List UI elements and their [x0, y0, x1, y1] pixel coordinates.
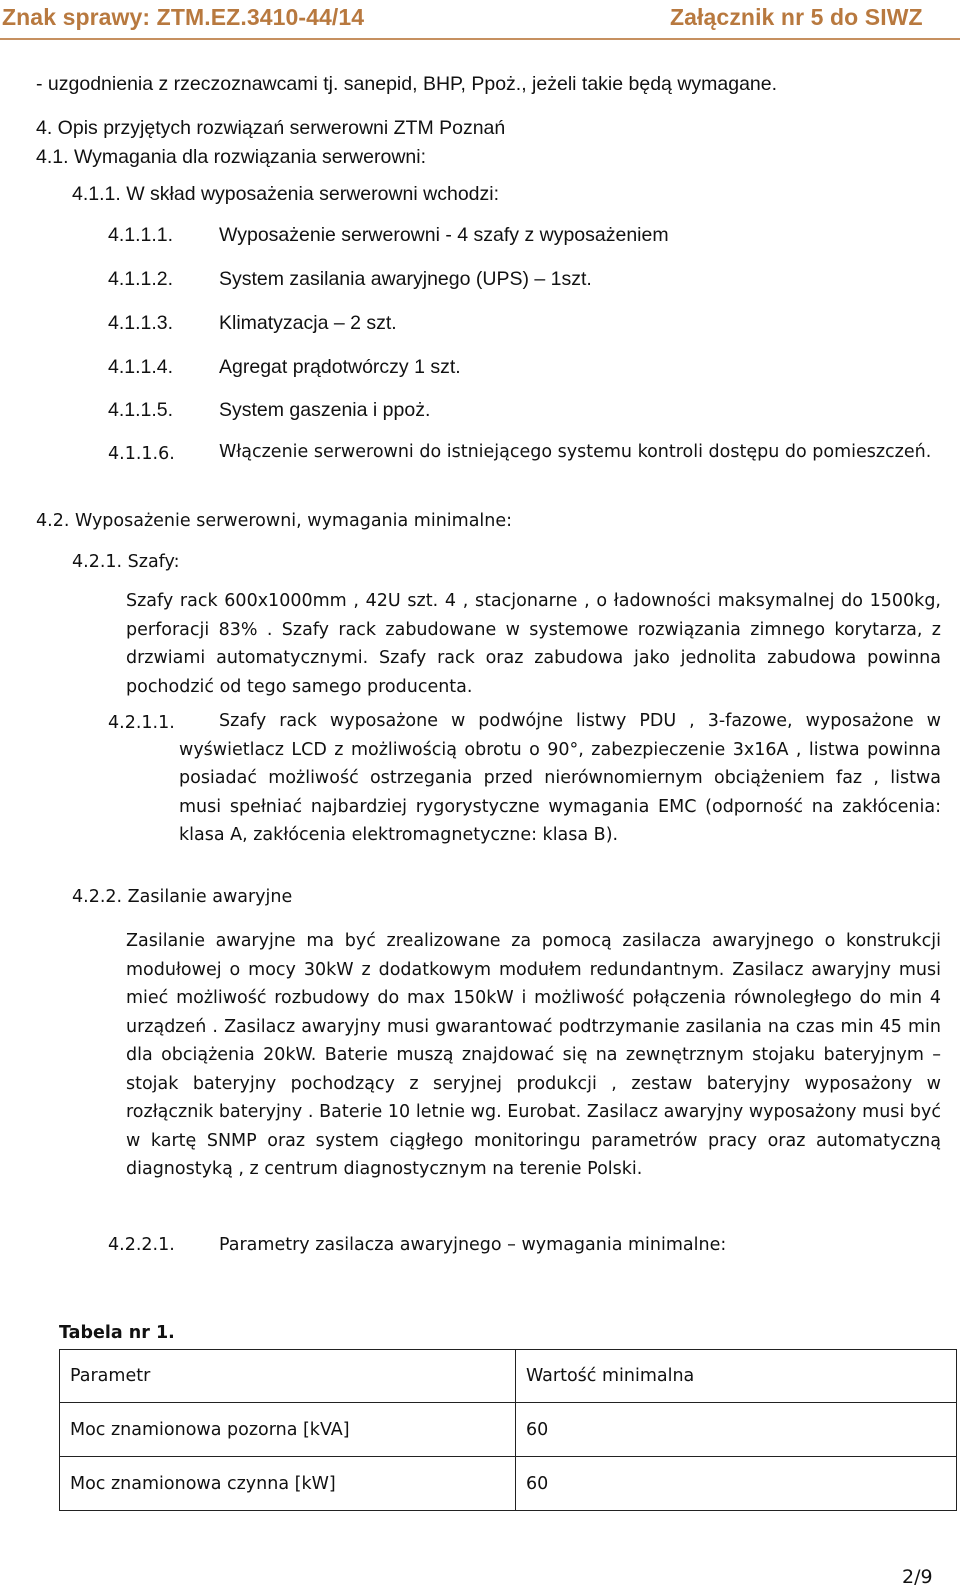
section-4-heading: 4. Opis przyjętych rozwiązań serwerowni ZTM Poznań	[36, 117, 506, 139]
table-header-row	[60, 1350, 957, 1403]
item-text: Wyposażenie serwerowni - 4 szafy z wyposażeniem	[219, 224, 669, 246]
zasilanie-paragraph: Zasilanie awaryjne ma być zrealizowane za pomocą zasilacza awaryjnego o konstrukcji modułowej o mocy 30kW z dodatkowym modułem redundantnym. Zasilacz awaryjny musi mieć możliwość rozbudowy do max 150kW i możliwość połączenia równoległego do min 4 urządzeń . Zasilacz awaryjny musi gwarantować podtrzymanie zasilania na czas min 45 min dla obciążenia 20kW. Baterie muszą znajdować się na zewnętrznym stojaku bateryjnym – stojak bateryjny pochodzący z seryjnej produkcji , zestaw bateryjny wyposażony w rozłącznik bateryjny . Baterie 10 letnie wg. Eurobat. Zasilacz awaryjny wyposażony musi być w kartę SNMP oraz system ciągłego monitoringu parametrów pracy oraz automatyczną diagnostyką , z centrum diagnostycznym na terenie Polski.	[126, 931, 941, 1179]
section-4-2-2-1-number: 4.2.2.1.	[108, 1235, 175, 1255]
section-4-2-1-heading: 4.2.1. Szafy:	[72, 552, 180, 572]
item-number: 4.1.1.5.	[108, 399, 174, 421]
table-row	[60, 1403, 957, 1457]
item-text: System gaszenia i ppoż.	[219, 399, 431, 421]
item-number: 4.1.1.2.	[108, 268, 174, 290]
section-4-2-1-1-number: 4.2.1.1.	[108, 713, 175, 733]
case-number: Znak sprawy: ZTM.EZ.3410-44/14	[2, 4, 365, 30]
attachment-label: Załącznik nr 5 do SIWZ	[670, 4, 923, 30]
table-cell: 60	[516, 1457, 957, 1511]
table-cell: Moc znamionowa czynna [kW]	[60, 1457, 516, 1511]
table-header-cell: Parametr	[60, 1350, 516, 1403]
page-number: 2/9	[902, 1566, 933, 1588]
item-text: Klimatyzacja – 2 szt.	[219, 312, 397, 334]
section-4-2-1-1-text: Szafy rack wyposażone w podwójne listwy PDU , 3-fazowe, wyposażone w wyświetlacz LCD z możliwością obrotu o 90°, zabezpieczenie 3x16A , listwa powinna posiadać możliwość ostrzegania przed nierównomiernym obciążeniem faz , listwa musi spełniać najbardziej rygorystyczne wymagania EMC (odporność na zakłócenia: klasa A, zakłócenia elektromagnetyczne: klasa B).	[179, 711, 941, 845]
section-4-2-2-1-text: Parametry zasilacza awaryjnego – wymagania minimalne:	[219, 1235, 727, 1255]
parameters-table	[59, 1349, 957, 1511]
section-4-2-heading: 4.2. Wyposażenie serwerowni, wymagania minimalne:	[36, 511, 513, 531]
section-4-1-heading: 4.1. Wymagania dla rozwiązania serwerowni:	[36, 146, 426, 168]
item-text: System zasilania awaryjnego (UPS) – 1szt.	[219, 268, 592, 290]
szafy-paragraph: Szafy rack 600x1000mm , 42U szt. 4 , stacjonarne , o ładowności maksymalnej do 1500kg, perforacji 83% . Szafy rack zabudowane w systemowe rozwiązania zimnego korytarza, z drzwiami automatycznymi. Szafy rack oraz zabudowa jako jednolita zabudowa powinna pochodzić od tego samego producenta.	[126, 591, 941, 697]
table-cell: 60	[516, 1403, 957, 1457]
table-caption: Tabela nr 1.	[59, 1323, 175, 1343]
uzgodnienia-line: - uzgodnienia z rzeczoznawcami tj. sanepid, BHP, Ppoż., jeżeli takie będą wymagane.	[36, 73, 778, 95]
item-number: 4.1.1.1.	[108, 224, 174, 246]
item-text: Agregat prądotwórczy 1 szt.	[219, 356, 461, 378]
table-row	[60, 1457, 957, 1511]
table-cell: Moc znamionowa pozorna [kVA]	[60, 1403, 516, 1457]
item-number: 4.1.1.6.	[108, 444, 175, 464]
section-4-2-2-heading: 4.2.2. Zasilanie awaryjne	[72, 887, 293, 907]
section-4-1-1-heading: 4.1.1. W skład wyposażenia serwerowni wchodzi:	[72, 183, 500, 205]
item-number: 4.1.1.4.	[108, 356, 174, 378]
item-number: 4.1.1.3.	[108, 312, 174, 334]
item-6-text: Włączenie serwerowni do istniejącego systemu kontroli dostępu do pomieszczeń.	[219, 442, 932, 462]
header-divider	[0, 38, 960, 40]
table-header-cell: Wartość minimalna	[516, 1350, 957, 1403]
